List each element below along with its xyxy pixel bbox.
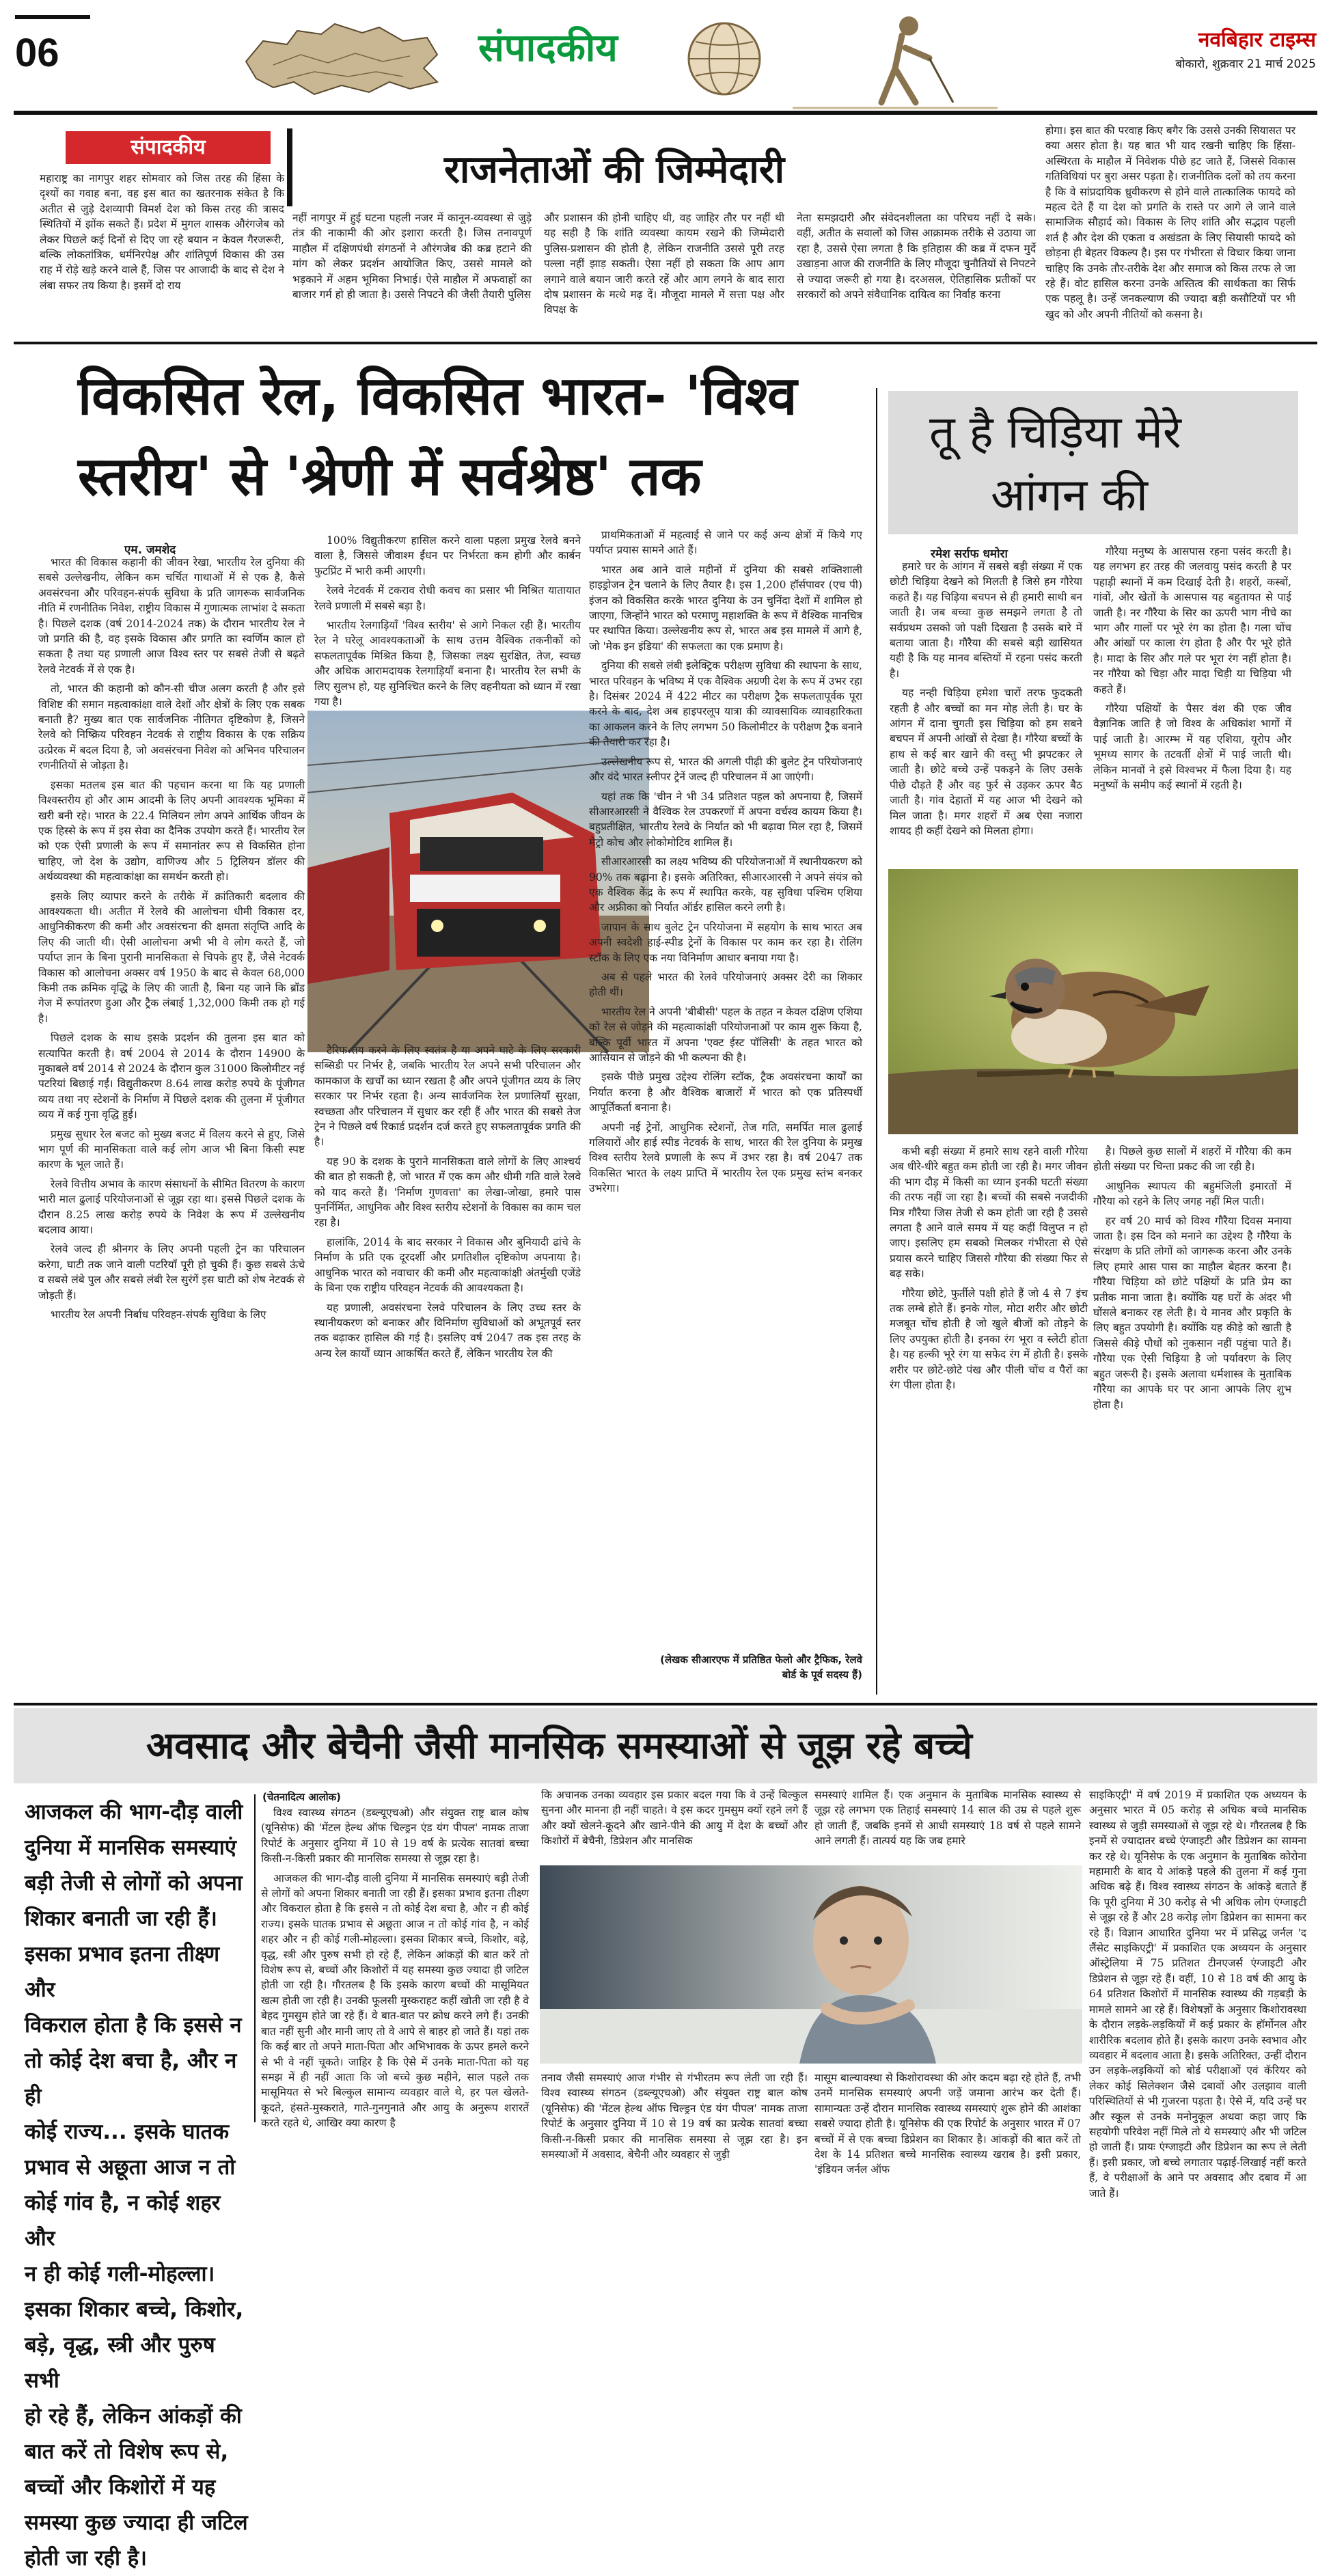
sparrow-byline: रमेश सर्राफ धमोरा	[931, 547, 1008, 561]
pull-quote	[25, 1794, 250, 2576]
pull-quote-line: बड़ी तेजी से लोगों को अपना	[25, 1871, 243, 1895]
pull-quote-line: बड़े, वृद्ध, स्त्री और पुरुष सभी	[25, 2333, 215, 2393]
pull-quote-line: होती जा रही है।	[25, 2546, 147, 2571]
editorial-col-5: होगा। इस बात की परवाह किए बगैर कि उससे उनकी सियासत पर क्या असर होता है। यह बात भी याद रखनी चाहिए कि हिंसा-अस्थिरता के माहौल में निवेशक पीछे हट जाते हैं, जिससे विकास गतिविधियां पर बुरा असर पड़ता है। राजनीतिक दलों को तय करना है कि वे सांप्रदायिक ध्रुवीकरण से होने वाले तात्कालिक फायदे को महत्व देते हैं या देश को प्रगति के रास्ते पर आगे ले जाने वाले सामाजिक सौहार्द को। विकास के लिए शांति और सद्भाव पहली शर्त है और देश की एकता व अखंडता के लिए सियासी फायदे को छोड़ना ही बेहतर विकल्प है। इस पर गंभीरता से विचार किया जाना चाहिए कि उनके तौर-तरीके देश और समाज को किस तरफ ले जा रहे हैं। वोट हासिल करना उनके अस्तित्व की सार्थकता का सिर्फ एक पहलू है। उन्हें जनकल्याण की ज्यादा बड़ी कसौटियों पर भी खुद को और अपनी नीतियों को कसना है।	[1045, 124, 1295, 320]
globe-icon	[683, 18, 765, 100]
sparrow-col-1-bottom: कभी बड़ी संख्या में हमारे साथ रहने वाली गौरेया अब धीरे-धीरे बहुत कम होती जा रही है। मगर जीवन की भाग दौड़ में किसी का ध्यान इनकी घटती संख्या की तरफ नहीं जा रहा है। बच्चों की सबसे नजदीकी मित्र गौरैया जिस तेजी से कम होती जा रही है उससे लगता है आने वाले समय में यह कहीं विलुप्त न हो जाए। इसलिए हम सबको मिलकर गंभीरता से ऐसे प्रयास करने चाहिए जिससे गौरैया की संख्या फिर से बढ़ सके। गौरैया छोटे, फुर्तीले पक्षी होते हैं जो 4 से 7 इंच तक लम्बे होते हैं। इनके गोल, मोटा शरीर और छोटी मजबूत चोंच होती है जो खुले बीजों को तोड़ने के लिए उपयुक्त होती है। इनका रंग भूरा व स्लेटी होता है। यह हल्की भूरे रंग या सफेद रंग में होती है। इसके शरीर पर छोटे-छोटे पंख और पीली चोंच व पैरों का रंग पीला होता है।	[890, 1145, 1088, 1392]
newspaper-name: नवबिहार टाइम्स	[1198, 28, 1316, 52]
pull-quote-line: कोई गांव है, न कोई शहर और	[25, 2191, 221, 2251]
depression-col-4: साइकिएट्री' में वर्ष 2019 में प्रकाशित एक अध्ययन के अनुसार भारत में 05 करोड़ से अधिक बच्चे मानसिक स्वास्थ्य से जुड़ी समस्याओं से जूझ रहे थे। गौरतलब है कि इनमें से ज्यादातर बच्चे एंग्जाइटी और डिप्रेशन का सामना कर रहे थे। यूनिसेफ के एक अनुमान के मुताबिक कोरोना महामारी के बाद ये आंकड़े पहले की तुलना में कई गुना अधिक बढ़े हैं। विश्व स्वास्थ्य संगठन के आंकड़े बताते हैं कि पूरी दुनिया में 30 करोड़ से भी अधिक लोग एंग्जाइटी से जूझ रहे हैं और 28 करोड़ लोग डिप्रेशन का सामना कर रहे हैं। विज्ञान आधारित दुनिया भर में प्रसिद्ध जर्नल 'द लैंसेट साइकिएट्री' में प्रकाशित एक अध्ययन के अनुसार ऑस्ट्रेलिया में 75 प्रतिशत टीनएजर्स एंग्जाइटी और डिप्रेशन से जूझ रहे हैं। वहीं, 10 से 18 वर्ष की आयु के 64 प्रतिशत किशोरों में मानसिक स्वास्थ्य की गड़बड़ी के मामले सामने आ रहे हैं। विशेषज्ञों के अनुसार किशोरावस्था के दौरान लड़के-लड़कियों में कई प्रकार के हॉर्मोनल और शारीरिक बदलाव होते हैं। इसके कारण उनके स्वभाव और व्यवहार में बदलाव आता है। इसके अतिरिक्त, उन्हीं दौरान उन लड़के-लड़कियों को बोर्ड परीक्षाओं एवं कॅरियर को लेकर कोई सिलेक्शन जैसे दबावों और उलझाव वाली परिस्थितियों से भी गुजरना पड़ता है। ऐसे में, यदि उन्हें घर और स्कूल से उनके मनोनुकूल अथवा कहा जाए कि सहयोगी परिवेश नहीं मिले तो ये समस्याएं और भी जटिल हो जाती हैं। प्रायः एंग्जाइटी और डिप्रेशन का रूप ले लेती हैं। इसी प्रकार, जो बच्चे लगातार पढ़ाई-लिखाई नहीं करते हैं, वे परीक्षाओं के आने पर अवसाद और दबाव में आ जाते हैं।	[1089, 1789, 1306, 2200]
section-title: संपादकीय	[478, 26, 618, 70]
depression-col-2-top: कि अचानक उनका व्यवहार इस प्रकार बदल गया कि वे उन्हें बिल्कुल सुनना और मानना ही नहीं चाहते। वे इस कदर गुमसुम क्यों रहने लगे हैं और क्यों खेलने-कूदने और खाने-पीने की आयु में देश के बच्चों और किशोरों में बेचैनी, डिप्रेशन और मानसिक	[541, 1789, 808, 1848]
pull-quote-line: आजकल की भाग-दौड़ वाली	[25, 1800, 243, 1824]
gandhi-illustration	[793, 7, 998, 109]
editorial-col-2: नहीं नागपुर में हुई घटना पहली नजर में कानून-व्यवस्था से जुड़े तंत्र की नाकामी की ओर इशारा करती है। जिस तनावपूर्ण माहौल में दक्षिणपंथी संगठनों ने औरंगजेब की कब्र हटाने की मांग को लेकर प्रदर्शन आयोजित किए, उससे मामले को भड़काने में अहम भूमिका निभाई। ऐसे माहौल में अफवाहों का बाजार गर्म हो ही जाता है। उससे निपटने की जैसी तैयारी पुलिस	[292, 212, 532, 301]
pull-quote-line: दुनिया में मानसिक समस्याएं	[25, 1835, 236, 1860]
child-photo	[540, 1865, 1082, 2064]
rail-col-2-top: 100% विद्युतीकरण हासिल करने वाला पहला प्रमुख रेलवे बनने वाला है, जिससे जीवाश्म ईंधन पर निर्भरता कम होगी और कार्बन फुटप्रिंट में भारी कमी आएगी। रेलवे नेटवर्क में टकराव रोधी कवच का प्रसार भी मिश्रित यातायात रेलवे प्रणाली में सबसे बड़ा है। भारतीय रेलगाड़ियाँ 'विश्व स्तरीय' से आगे निकल रही हैं। भारतीय रेल ने घरेलू आवश्यकताओं के साथ उत्तम वैश्विक तकनीकों को सफलतापूर्वक मिश्रित किया है, जिसका लक्ष्य सुरक्षित, तेज, स्वच्छ और अधिक आरामदायक रेलगाड़ियाँ बनाना है। भारतीय रेल सभी के लिए सुलभ हो, यह सुनिश्चित करने के लिए वहनीयता को ध्यान में रखा गया है।	[314, 534, 581, 709]
sparrow-col-1-top: हमारे घर के आंगन में सबसे बड़ी संख्या में एक छोटी चिड़िया देखने को मिलती है जिसे हम गौरेया कहते हैं। यह चिड़िया बचपन से ही हमारी साथी बन जाती है। जब बच्चा कुछ समझने लगता है तो सर्वप्रथम उसको जो पक्षी दिखता है उसके बारे में बताया जाता है। गौरैया की सबसे बड़ी खासियत यही है कि यह मानव बस्तियों में रहना पसंद करती है। यह नन्ही चिड़िया हमेशा चारों तरफ फुदकती रहती है और बच्चों का मन मोह लेती है। घर के आंगन में दाना चुगती इस चिड़िया को हम सबने बचपन में अपनी आंखों से देखा है। गौरैया बच्चों के हाथ से कई बार खाने की वस्तु भी झपटकर ले जाती है। छोटे बच्चे उन्हें पकड़ने के लिए उसके पीछे दौड़ते हैं और वह फुर्र से उड़कर ऊपर बैठ जाती है। गांव देहातों में यह आज भी देखने को मिल जाता है। मगर शहरों में अब ऐसा नजारा शायद ही कहीं देखने को मिलता होगा।	[890, 560, 1082, 837]
page-number: 06	[15, 15, 90, 87]
depression-col-3-bottom: मासूम बाल्यावस्था से किशोरावस्था की ओर कदम बढ़ा रहे होते हैं, तभी उनमें मानसिक समस्याएं अपनी जड़ें जमाना आरंभ कर देती हैं। सामान्यतः उन्हें दौरान मानसिक स्वास्थ्य समस्याएं शुरू होने की आशंका सबसे ज्यादा होती है। यूनिसेफ की एक रिपोर्ट के अनुसार भारत में 07 बच्चों में से एक बच्चा डिप्रेशन का शिकार है। आंकड़ों की बात करें तो देश के 14 प्रतिशत बच्चे मानसिक स्वास्थ्य खराब है। इसी प्रकार, 'इंडियन जर्नल ऑफ	[814, 2072, 1081, 2176]
rail-credit	[589, 1652, 862, 1682]
sparrow-headline-line-2: आंगन की	[991, 469, 1149, 521]
sparrow-col-2-top: गौरैया मनुष्य के आसपास रहना पसंद करती है। यह लगभग हर तरह की जलवायु पसंद करती है पर पहाड़ी स्थानों में कम दिखाई देती है। शहरों, कस्बों, गांवों, और खेतों के आसपास यह बहुतायत से पाई जाती है। नर गौरैया के सिर का ऊपरी भाग नीचे का भाग और गालों पर भूरे रंग का होता है। गला चोंच और आंखों पर काला रंग होता है और पैर भूरे होते है। मादा के सिर और गले पर भूरा रंग नहीं होता है। नर गौरैया को चिड़ा और मादा चिड़ी या चिड़िया भी कहते हैं। गौरैया पक्षियों के पैसर वंश की एक जीव वैज्ञानिक जाति है जो विश्व के अधिकांश भागों में पाई जाती है। आरम्भ में यह एशिया, यूरोप और भूमध्य सागर के तटवर्ती क्षेत्रों में पाई जाती थी। लेकिन मानवों ने इसे विश्वभर में फैला दिया है। यह मनुष्यों के समीप कई स्थानों में रहती है।	[1093, 545, 1291, 792]
rail-col-1: भारत की विकास कहानी की जीवन रेखा, भारतीय रेल दुनिया की सबसे उल्लेखनीय, लेकिन कम चर्चित गाथाओं में से एक है, कैसे अवसंरचना और परिवहन-संपर्क सुविधा के प्रति जागरूक सार्वजनिक नीति में रणनीतिक निवेश, राष्ट्रीय विकास में गुणात्मक लाभांश दे सकता है। पिछले दशक (वर्ष 2014-2024 तक) के दौरान भारतीय रेल ने जो प्रगति की है, वह इसके विकास और प्रगति का स्वर्णिम काल हो सकता है तथा यह प्रणाली आज विश्व स्तर पर सबसे तेजी से बढ़ते रेलवे नेटवर्क में से एक है। तो, भारत की कहानी को कौन-सी चीज अलग करती है और इसे विशिष्ट की समान महत्वाकांक्षा वाले देशों और क्षेत्रों के लिए एक सबक बनाती है? मुख्य बात एक सार्वजनिक नीतिगत दृष्टिकोण है, जिसने रेलवे को निष्क्रिय परिवहन नेटवर्क से राष्ट्रीय विकास के एक सक्रिय उत्प्रेरक में बदल दिया है, जो अवसंरचना निवेश को अभिनव परिचालन रणनीतियों से जोड़ता है। इसका मतलब इस बात की पहचान करना था कि यह प्रणाली विश्वस्तरीय हो और आम आदमी के लिए अपनी आवश्यक भूमिका में खरी बनी रहे। भारत के 22.4 मिलियन लोग अपने आर्थिक जीवन के एक हिस्से के रूप में इस सेवा का दैनिक उपयोग करते हैं। भारतीय रेल को एक ऐसी प्रणाली के रूप में समानांतर रूप से विकसित होना चाहिए, जो देश के उद्योग, वाणिज्य और 5 ट्रिलियन डॉलर की अर्थव्यवस्था की महत्वाकांक्षा का समर्थन करती हो। इसके लिए व्यापार करने के तरीके में क्रांतिकारी बदलाव की आवश्यकता थी। अतीत में रेलवे की आलोचना धीमी विकास दर, आधुनिकीकरण की कमी और अवसंरचना की क्षमता संतृप्ति आदि के लिए की जाती थी। ऐसी आलोचना अभी भी वे लोग करते हैं, जो पर्याप्त ज्ञान के बिना पुरानी मानसिकता से चिपके हुए हैं, जैसे नेटवर्क विकास को आलोचना अक्सर वर्ष 1950 के बाद से केवल 68,000 किमी तक क्रमिक वृद्धि के लिए की जाती है, बिना यह जाने कि ब्रॉड गेज में रूपांतरण हुआ और ट्रैक लंबाई 1,32,000 किमी तक हो गई है। पिछले दशक के साथ इसके प्रदर्शन की तुलना इस बात को सत्यापित करती है। वर्ष 2004 से 2014 के दौरान 14900 के मुकाबले वर्ष 2014 से 2024 के दौरान कुल 31000 किलोमीटर नई पटरियां बिछाई गईं। विद्युतीकरण 8.64 लाख करोड़ रुपये के पूंजीगत व्यय तथा नए स्टेशनों के निर्माण में पिछले दशक की तुलना में पूंजीगत व्यय में कई गुना वृद्धि हुई। प्रमुख सुधार रेल बजट को मुख्य बजट में विलय करने से हुए, जिसे भाग पूर्ण की मानसिकता वाले कई लोग आज भी बिना किसी स्पष्ट कारण के भूल जाते हैं। रेलवे वित्तीय अभाव के कारण संसाधनों के सीमित वितरण के कारण भारी माल ढुलाई परियोजनाओं से जूझ रहा था। इससे पिछले दशक के दौरान 8.25 लाख करोड़ रुपये के निवेश के रूप में उल्लेखनीय बदलाव आया। रेलवे जल्द ही श्रीनगर के लिए अपनी पहली ट्रेन का परिचालन करेगा, घाटी तक जाने वाली पटरियाँ पूरी हो चुकी हैं। कुछ सबसे ऊंचे व सबसे लंबे पुल और सबसे लंबी रेल सुरंगें इस घाटी को शेष नेटवर्क से जोड़ती हैं। भारतीय रेल अपनी निर्बाध परिवहन-संपर्क सुविधा के लिए	[38, 556, 305, 1321]
editorial-label: संपादकीय	[66, 131, 271, 164]
rail-col-3: प्राथमिकताओं में महत्वाई से जाने पर कई अन्य क्षेत्रों में किये गए पर्याप्त प्रयास सामने आते हैं। भारत अब आने वाले महीनों में दुनिया की सबसे शक्तिशाली हाइड्रोजन ट्रेन चलाने के लिए तैयार है। इस 1,200 हॉर्सपावर (एच पी) इंजन को विकसित करके भारत दुनिया के उन चुनिंदा देशों में शामिल हो जाएगा, जिन्होंने भारत को परमाणु महाशक्ति के रूप में वैश्विक मानचित्र पर स्थापित किया। उल्लेखनीय रूप से, भारत अब इस मामले में आगे है, जो 'मेक इन इंडिया' की सफलता का एक प्रमाण है। दुनिया की सबसे लंबी इलेक्ट्रिक परीक्षण सुविधा की स्थापना के साथ, भारत परिवहन के भविष्य में एक वैश्विक अग्रणी देश के रूप में उभर रहा है। दिसंबर 2024 में 422 मीटर का परीक्षण ट्रैक सफलतापूर्वक पूरा करने के बाद, देश अब हाइपरलूप यात्रा की व्यावसायिक व्यावहारिकता का आकलन करने के लिए लगभग 50 किलोमीटर के परीक्षण ट्रैक बनाने की तैयारी कर रहा है। उल्लेखनीय रूप से, भारत की अगली पीढ़ी की बुलेट ट्रेन परियोजनाएं और वंदे भारत स्लीपर ट्रेनें जल्द ही परिचालन में आ जाएंगी। यहां तक कि 'चीन ने भी 34 प्रतिशत पहल को अपनाया है, जिसमें सीआरआरसी ने वैश्विक रेल उपकरणों में अपना वर्चस्व कायम किया है। बहुप्रतीक्षित, भारतीय रेलवे के निर्यात को भी बढ़ावा मिल रहा है, जिसमें मेट्रो कोच और लोकोमोटिव शामिल हैं। सीआरआरसी का लक्ष्य भविष्य की परियोजनाओं में स्थानीयकरण को 90% तक बढ़ाना है। इसके अतिरिक्त, सीआरआरसी ने अपने संयंत्र को एक वैश्विक केंद्र के रूप में स्थापित करके, यह सुविधा पश्चिम एशिया और अफ्रीका को निर्यात ऑर्डर हासिल करने लगी है। जापान के साथ बुलेट ट्रेन परियोजना में सहयोग के साथ भारत अब अपनी स्वदेशी हाई-स्पीड ट्रेनों के विकास पर काम कर रहा है। रोलिंग स्टॉक के लिए एक नया विनिर्माण आधार बनाया गया है। अब से पहले भारत की रेलवे परियोजनाएं अक्सर देरी का शिकार होती थीं। भारतीय रेल ने अपनी 'बीबीसी' पहल के तहत न केवल दक्षिण एशिया को रेल से जोड़ने की महत्वाकांक्षी परियोजनाओं पर काम शुरू किया है, बल्कि पूर्वी भारत में अपना 'एक्ट ईस्ट पॉलिसी' के तहत भारत को आसियान से जोड़ने की भी कल्पना की है। इसके पीछे प्रमुख उद्देश्य रोलिंग स्टॉक, ट्रैक अवसंरचना कार्यों का निर्यात करना है और वैश्विक बाजारों में भारत को एक प्रतिस्पर्धी आपूर्तिकर्ता बनाना है। अपनी नई ट्रेनों, आधुनिक स्टेशनों, तेज गति, समर्पित माल ढुलाई गलियारों और हाई स्पीड नेटवर्क के साथ, भारत की रेल दुनिया के प्रमुख विश्व स्तरीय रेलवे प्रणाली के रूप में उभर रहा है। वर्ष 2047 तक विकसित भारत के लक्ष्य प्राप्ति में भारतीय रेल एक प्रमुख स्तंभ बनकर उभरेगा।	[589, 529, 862, 1195]
depression-byline: (चेतनादित्य आलोक)	[262, 1791, 342, 1803]
pull-quote-line: न ही कोई गली-मोहल्ला।	[25, 2262, 215, 2286]
depression-col-1: विश्व स्वास्थ्य संगठन (डब्ल्यूएचओ) और संयुक्त राष्ट्र बाल कोष (यूनिसेफ) की 'मेंटल हेल्थ ऑफ चिल्ड्रन एंड यंग पीपल' नामक ताजा रिपोर्ट के अनुसार दुनिया में 10 से 19 वर्ष के प्रत्येक सातवां बच्चा किसी-न-किसी प्रकार की मानसिक समस्या से जूझ रहा है। आजकल की भाग-दौड़ वाली दुनिया में मानसिक समस्याएं बड़ी तेजी से लोगों को अपना शिकार बनाती जा रही हैं। इसका प्रभाव इतना तीक्ष्ण और विकराल होता है कि इससे न तो कोई देश बचा है, और न ही कोई राज्य। इसके घातक प्रभाव से अछूता आज न तो कोई गांव है, न कोई शहर और न ही कोई गली-मोहल्ला। इसका शिकार बच्चे, किशोर, बड़े, वृद्ध, स्त्री और पुरुष सभी हो रहे हैं, लेकिन आंकड़ों की बात करें तो विशेष रूप से, बच्चों और किशोरों में यह समस्या कुछ ज्यादा ही जटिल होती जा रही है। गौरतलब है कि इसके कारण बच्चों की मासूमियत खत्म होती जा रही है। उनकी फूलसी मुस्कराहट कहीं खोती जा रही है वे बेहद गुमसुम होते जा रहे हैं। वे बात-बात पर क्रोध करने लगे हैं। उनकी बात नहीं सुनी और मानी जाए तो वे आपे से बाहर हो जाते हैं। यहां तक कि कई बार तो अपने माता-पिता और अभिभावक के ऊपर हमले करने से भी वे नहीं चूकते। जाहिर है कि ऐसे में उनके माता-पिता को यह समझ में ही नहीं आता कि जो बच्चे कुछ महीने, साल पहले तक मासूमियत से भरे बिल्कुल सामान्य व्यवहार वाले थे, हर पल खेलते-कूदते, हंसते-मुस्कराते, गाते-गुनगुनाते और आयु के अनुरूप शरारतें करते रहते थे, आखिर क्या कारण है	[261, 1807, 529, 2130]
pull-quote-line: विकराल होता है कि इससे न	[25, 2013, 242, 2038]
sparrow-col-2-bottom: है। पिछले कुछ सालों में शहरों में गौरैया की कम होती संख्या पर चिन्ता प्रकट की जा रही है। आधुनिक स्थापत्य की बहुमंजिली इमारतों में गौरैया को रहने के लिए जगह नहीं मिल पाती। हर वर्ष 20 मार्च को विश्व गौरैया दिवस मनाया जाता है। इस दिन को मनाने का उद्देश्य है गौरैया के संरक्षण के प्रति लोगों को जागरूक करना और उनके लिए हमारे आस पास का माहौल बेहतर करना है। गौरैया चिड़िया को छोटे पक्षियों के प्रति प्रेम का प्रतीक माना जाता है। क्योंकि यह घरों के अंदर भी घोंसले बनाकर रह लेती है। ये मानव और प्रकृति के लिए बहुत उपयोगी है। क्योंकि यह कीड़े को खाती है जिससे कीड़े पौधों को नुकसान नहीं पहुंचा पाते हैं। गौरैया एक ऐसी चिड़िया है जो पर्यावरण के लिए बहुत जरूरी है। इसके अलावा धर्मशास्त्र के मुताबिक गौरैया का आपके घर पर आना आपके लिए शुभ होता है।	[1093, 1145, 1291, 1411]
sparrow-photo	[888, 869, 1298, 1134]
pull-quote-line: कोई राज्य... इसके घातक	[25, 2120, 229, 2144]
depression-col-3-top: समस्याएं शामिल हैं। एक अनुमान के मुताबिक मानसिक स्वास्थ्य से जूझ रहे लगभग एक तिहाई समस्याएं 14 साल की उम्र से पहले शुरू हो जाती हैं, जबकि इनमें से आधी समस्याएं 18 वर्ष से पहले सामने आने लगती हैं। तात्पर्य यह कि जब हमारे	[814, 1789, 1081, 1848]
pull-quote-line: हो रहे हैं, लेकिन आंकड़ों की	[25, 2404, 242, 2428]
map-illustration	[232, 14, 465, 102]
column-divider	[876, 388, 877, 1695]
pull-quote-line: बच्चों और किशोरों में यह	[25, 2475, 216, 2499]
rail-credit-line-1: (लेखक सीआरएफ में प्रतिष्ठित फेलो और ट्रैफिक, रेलवे	[660, 1654, 862, 1666]
editorial-headline: राजनेताओं की जिम्मेदारी	[444, 148, 785, 192]
depression-headline: अवसाद और बेचैनी जैसी मानसिक समस्याओं से जूझ रहे बच्चे	[146, 1724, 972, 1767]
pull-quote-line: तो कोई देश बचा है, और न ही	[25, 2049, 237, 2109]
rail-byline: एम. जमशेद	[124, 543, 176, 557]
rail-headline-line-1: विकसित रेल, विकसित भारत- 'विश्व	[78, 366, 797, 427]
pull-quote-line: शिकार बनाती जा रही हैं।	[25, 1906, 217, 1931]
editorial-col-1: महाराष्ट्र का नागपुर शहर सोमवार को जिस तरह की हिंसा के दृश्यों का गवाह बना, वह इस बात का खतरनाक संकेत है कि अतीत से जुड़े देशव्यापी विमर्श देश को किस तरह की त्रासद स्थितियों में झोंक सकते हैं। प्रदेश में मुगल शासक औरंगजेब को लेकर पिछले कई दिनों से दिए जा रहे बयान न केवल गैरजरूरी, बल्कि लोकतांत्रिक, धर्मनिरपेक्ष और शांतिपूर्ण विकास की उस राह में रोड़े खड़े करने वाले हैं, जिस पर आजादी के बाद से देश ने लंबा सफर तय किया है। इसमें दो राय	[40, 172, 284, 292]
rail-credit-line-2: बोर्ड के पूर्व सदस्य हैं)	[782, 1669, 862, 1681]
pull-quote-line: बात करें तो विशेष रूप से,	[25, 2439, 229, 2464]
editorial-col-4: नेता समझदारी और संवेदनशीलता का परिचय नहीं दे सके। वहीं, अतीत के सवालों को जिस आक्रामक तरीके से उठाया जा रहा है, उससे ऐसा लगता है कि इतिहास की कब्र में दफन मुर्दे उखाड़ना आज की राजनीति के लिए मौजूदा चुनौतियों से निपटने से ज्यादा जरूरी हो गया है। दरअसल, ऐतिहासिक प्रतीकों पर सरकारों को अपने संवैधानिक दायित्व का निर्वाह करना	[797, 212, 1036, 301]
pull-quote-line: समस्या कुछ ज्यादा ही जटिल	[25, 2510, 248, 2535]
header-rule	[14, 111, 1317, 115]
section-divider-2	[14, 1703, 1317, 1705]
depression-col-2-bottom: तनाव जैसी समस्याएं आज गंभीर से गंभीरतम रूप लेती जा रही हैं। विश्व स्वास्थ्य संगठन (डब्ल्यूएचओ) और संयुक्त राष्ट्र बाल कोष (यूनिसेफ) की 'मेंटल हेल्थ ऑफ चिल्ड्रन एंड यंग पीपल' नामक ताजा रिपोर्ट के अनुसार दुनिया में 10 से 19 वर्ष का प्रत्येक सातवां बच्चा किसी-न-किसी प्रकार की मानसिक समस्या से जूझ रहा है। इन समस्याओं में अवसाद, बेचैनी और व्यवहार से जुड़ी	[541, 2072, 808, 2161]
masthead	[1175, 25, 1316, 71]
pull-quote-line: प्रभाव से अछूता आज न तो	[25, 2155, 236, 2180]
rail-col-2-bottom: टैरिफ तय करने के लिए स्वतंत्र है या अपने घाटे के लिए सरकारी सब्सिडी पर निर्भर है, जबकि भारतीय रेल अपने सभी परिचालन और कामकाज के खर्चों का ध्यान रखता है और अपने पूंजीगत व्यय के लिए सरकार पर निर्भर रहता है। अन्य सार्वजनिक रेल प्रणालियाँ सुरक्षा, स्वच्छता और परिचालन में सुधार कर रही हैं और भारत की सबसे तेज ट्रेन ने पिछले वर्ष रिकार्ड प्रदर्शन दर्ज करते हुए सफलतापूर्वक प्रगति की है। यह 90 के दशक के पुराने मानसिकता वाले लोगों के लिए आश्चर्य की बात हो सकती है, जो भारत में एक कम और धीमी गति वाले रेलवे को याद करते हैं। 'निर्माण गुणवत्ता' का लेखा-जोखा, हमारे पास पुनर्निर्मित, आधुनिक और विश्व स्तरीय स्टेशनों के विकास का काम चल रहा है। हालांकि, 2014 के बाद सरकार ने विकास और बुनियादी ढांचे के निर्माण के प्रति एक दूरदर्शी और प्रगतिशील दृष्टिकोण अपनाया है। आधुनिक भारत को नवाचार की कमी और महत्वाकांक्षी अंतर्मुखी एजेंडे के बिना एक राष्ट्रीय परिवहन नेटवर्क की आवश्यकता है। यह प्रणाली, अवसंरचना रेलवे परिचालन के लिए उच्च स्तर के स्थानीयकरण को बनाकर और विनिर्माण सुविधाओं को अभूतपूर्व स्तर तक बढ़ाकर हासिल की गई है। इसलिए वर्ष 2047 तक इस तरह के अन्य रेल कार्यों ध्यान आकर्षित करते हैं, लेकिन भारतीय रेल की	[314, 1044, 581, 1360]
column-divider-2	[254, 1794, 256, 2122]
pull-quote-line: इसका प्रभाव इतना तीक्ष्ण और	[25, 1942, 220, 2002]
sparrow-headline-line-1: तू है चिड़िया मेरे	[929, 406, 1181, 458]
section-divider	[14, 342, 1317, 344]
editorial-col-3: और प्रशासन की होनी चाहिए थी, वह जाहिर तौर पर नहीं थी यह सही है कि शांति व्यवस्था कायम रखने की जिम्मेदारी पुलिस-प्रशासन की होती है, लेकिन राजनीति उससे पूरी तरह पल्ला नहीं झाड़ सकती। ऐसा नहीं हो सकता कि आप आग लगाने वाले बयान जारी करते रहें और आग लगने के बाद सारा दोष प्रशासन के मत्थे मढ़ दें। मौजूदा मामले में सत्ता पक्ष और विपक्ष के	[544, 212, 784, 316]
rail-headline-line-2: स्तरीय' से 'श्रेणी में सर्वश्रेष्ठ' तक	[78, 446, 702, 508]
pull-quote-line: इसका शिकार बच्चे, किशोर,	[25, 2297, 244, 2322]
dateline: बोकारो, शुक्रवार 21 मार्च 2025	[1175, 57, 1316, 71]
